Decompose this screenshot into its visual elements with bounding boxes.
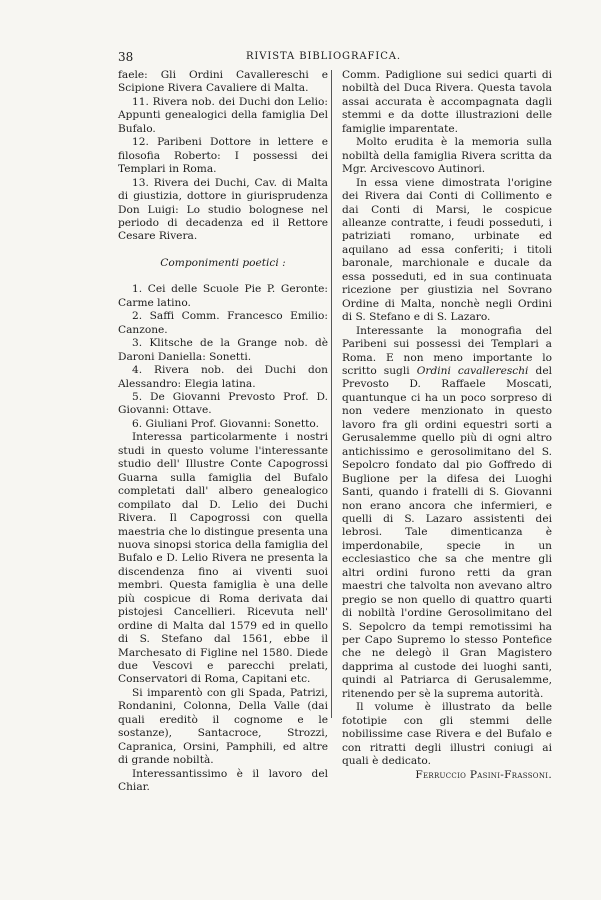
paragraph: Interessa particolarmente i nostri studi in questo volume l'interessante studio dell' Illustre Conte Capogrossi Guarna sulla famiglia del Bufalo completati dall' albero genealogico compilato dal D. Lelio dei Duchi Rivera. Il Capogrossi con quella maestria che lo distingue presenta una nuova sinopsi storica della famiglia del Bufalo e D. Lelio Rivera ne presenta la discendenza fino ai viventi suoi membri. Questa famiglia è una delle più cospicue di Roma derivata dai pistojesi Cancellieri. Ricevuta nell' ordine di Malta dal 1579 ed in quello di S. Stefano dal 1561, ebbe il Marchesato di Figline nel 1580. Diede due Vescovi e parecchi prelati, Conservatori di Roma, Capitani etc. xyxy=(118,431,328,686)
poem-entry: 2. Saffi Comm. Francesco Emilio: Canzone. xyxy=(118,310,328,336)
poem-entry: 6. Giuliani Prof. Giovanni: Sonetto. xyxy=(132,417,319,430)
paragraph: 12. Paribeni Dottore in lettere e filosofia Roberto: I possessi dei Templari in Roma. xyxy=(118,136,328,176)
author-signature: Ferruccio Pasini-Frassoni. xyxy=(415,768,552,781)
paragraph: Molto erudita è la memoria sulla nobiltà della famiglia Rivera scritta da Mgr. Arcivescovo Autinori. xyxy=(342,136,552,176)
right-column xyxy=(342,69,552,782)
paragraph-text: Interessante la monografia del Paribeni sui possessi dei Templari a Roma. E non meno importante lo scritto sugli xyxy=(342,324,552,377)
paragraph xyxy=(342,325,552,702)
poem-entry: 3. Klitsche de la Grange nob. dè Daroni Daniella: Sonetti. xyxy=(118,337,328,363)
paragraph: Comm. Padiglione sui sedici quarti di nobiltà del Duca Rivera. Questa tavola assai accurata è accompagnata dagli stemmi e da dotte illustrazioni delle famiglie imparentate. xyxy=(342,69,552,135)
paragraph: 11. Rivera nob. dei Duchi don Lelio: Appunti genealogici della famiglia Del Bufalo. xyxy=(118,95,328,135)
paragraph: faele: Gli Ordini Cavallereschi e Scipione Rivera Cavaliere di Malta. xyxy=(118,69,328,95)
running-title: RIVISTA BIBLIOGRAFICA. xyxy=(246,51,401,62)
poem-entry: 4. Rivera nob. dei Duchi don Alessandro: Elegia latina. xyxy=(118,364,328,390)
left-column xyxy=(118,69,328,795)
page-header xyxy=(118,50,552,66)
poem-entry: 5. De Giovanni Prevosto Prof. D. Giovanni: Ottave. xyxy=(118,390,328,417)
paragraph: Interessantissimo è il lavoro del Chiar. xyxy=(118,767,328,794)
poem-entry: 1. Cei delle Scuole Pie P. Geronte: Carme latino. xyxy=(118,283,328,309)
paragraph: In essa viene dimostrata l'origine dei Rivera dai Conti di Collimento e dai Conti di Marsi, le cospicue alleanze contratte, i feudi posseduti, i patriziati romano, urbinate ed aquilano ad essa conferiti; i titoli baronale, marchionale e ducale da essa posseduti, ed in sua continuata ricezione per giustizia nel Sovrano Ordine di Malta, nonchè negli Ordini di S. Stefano e di S. Lazaro. xyxy=(342,176,552,324)
paragraph: Si imparentò con gli Spada, Patrizi, Rondanini, Colonna, Della Valle (dai quali ereditò il cognome e le sostanze), Santacroce, Strozzi, Capranica, Orsini, Pamphili, ed altre di grande nobiltà. xyxy=(118,686,328,767)
italic-title: Ordini cavallereschi xyxy=(416,364,529,377)
section-heading: Componimenti poetici : xyxy=(160,256,286,269)
paragraph: 13. Rivera dei Duchi, Cav. di Malta di giustizia, dottore in giurisprudenza Don Luigi: Lo studio bolognese nel periodo di decadenza ed il Rettore Cesare Rivera. xyxy=(118,176,328,243)
column-divider xyxy=(331,70,332,718)
page-number: 38 xyxy=(118,50,134,64)
paragraph-text: del Prevosto D. Raffaele Moscati, quantunque ci ha un poco sorpreso di non vedere menzionato in questo lavoro fra gli ordini equestri sorti a Gerusalemme quello più di ogni altro antichissimo e gerosolimitano del S. Sepolcro fondato dal pio Goffredo di Buglione per la difesa dei Luoghi Santi, quando i fratelli di S. Giovanni non erano ancora che infermieri, e quelli di S. Lazaro assistenti dei lebrosi. Tale dimenticanza è imperdonabile, specie in un ecclesiastico che sa che mentre gli altri ordini furono retti da gran maestri che talvolta non avevano altro pregio se non quello di quattro quarti di nobiltà l'ordine Gerosolimitano del S. Sepolcro da tempi remotissimi ha per Capo Supremo lo stesso Pontefice che ne delegò il Gran Magistero dapprima al custode dei luoghi santi, quindi al Patriarca di Gerusalemme, ritenendo per sè la suprema autorità. xyxy=(342,364,552,700)
paragraph: Il volume è illustrato da belle fototipie con gli stemmi delle nobilissime case Rivera e del Bufalo e con ritratti degli illustri coniugi ai quali è dedicato. xyxy=(342,701,552,768)
